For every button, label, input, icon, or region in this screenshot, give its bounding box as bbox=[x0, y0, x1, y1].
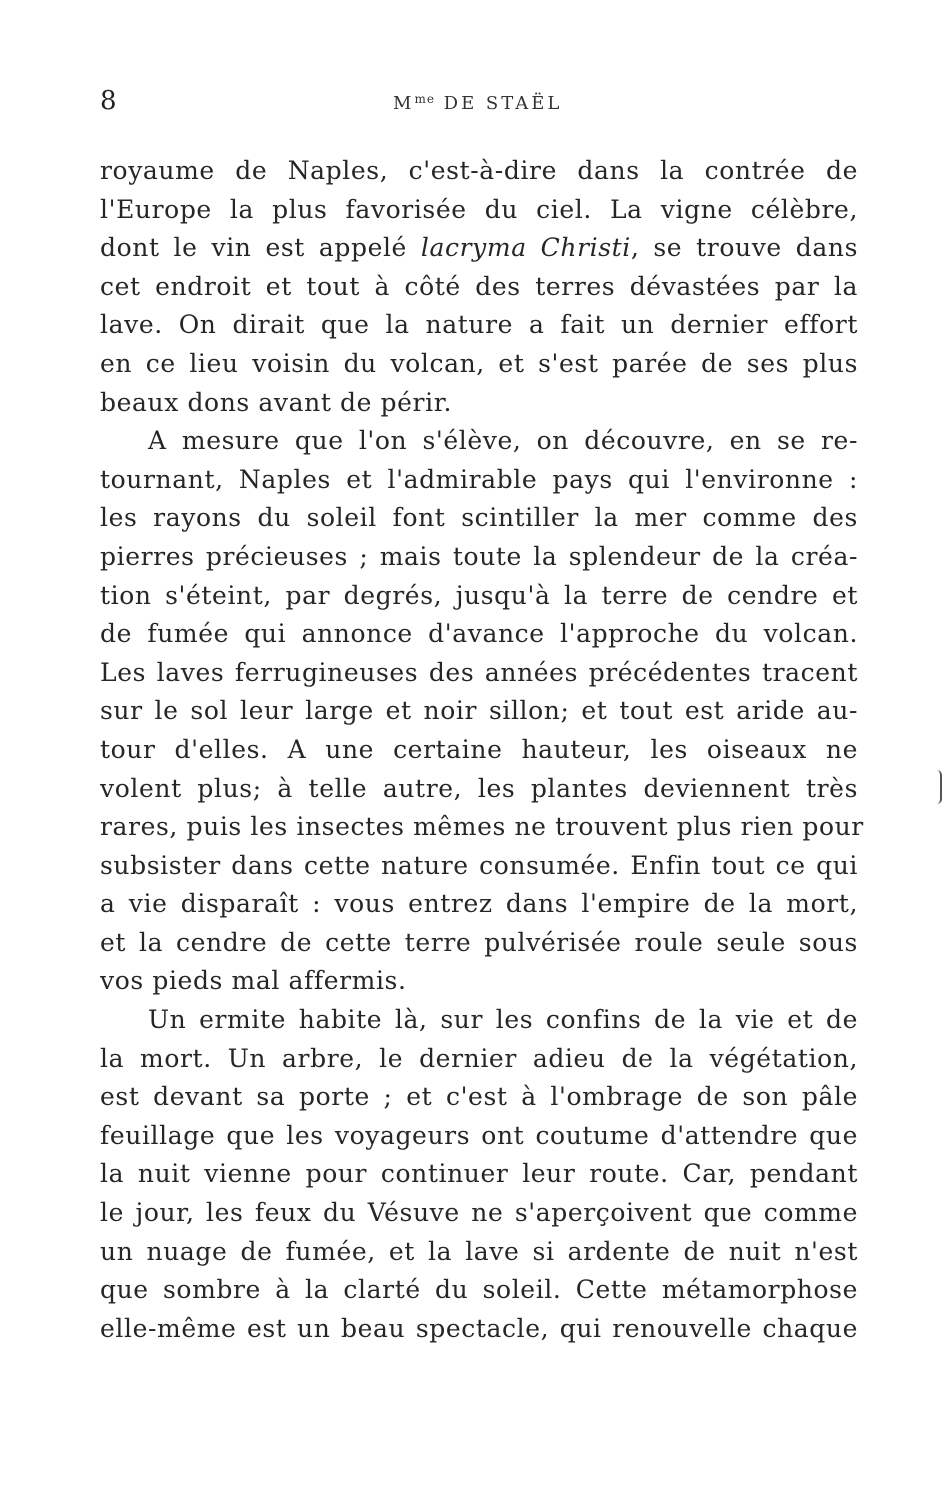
page-number: 8 bbox=[100, 86, 118, 116]
text-line: beaux dons avant de périr. bbox=[100, 387, 453, 417]
text-segment: dont le vin est appelé bbox=[100, 233, 421, 263]
text-line: Les laves ferrugineuses des années précédentes tracent bbox=[100, 657, 858, 687]
text-line: A mesure que l'on s'élève, on découvre, en se re- bbox=[148, 426, 858, 456]
paragraph-2 bbox=[100, 422, 864, 1001]
text-line: un nuage de fumée, et la lave si ardente de nuit n'est bbox=[100, 1236, 858, 1266]
running-head-name: DE STAËL bbox=[434, 93, 563, 114]
page-edge-mark bbox=[937, 770, 942, 804]
text-line: feuillage que les voyageurs ont coutume d'attendre que bbox=[100, 1120, 858, 1150]
text-line: vos pieds mal affermis. bbox=[100, 966, 407, 996]
text-line: volent plus; à telle autre, les plantes deviennent très bbox=[100, 773, 858, 803]
text-line: royaume de Naples, c'est-à-dire dans la contrée de bbox=[100, 156, 858, 185]
text-line: Un ermite habite là, sur les confins de la vie et de bbox=[148, 1005, 858, 1035]
page-header bbox=[100, 86, 860, 126]
paragraph-1 bbox=[100, 152, 858, 422]
text-line bbox=[100, 229, 858, 268]
text-line: sur le sol leur large et noir sillon; et tout est aride au- bbox=[100, 696, 858, 726]
paragraph-3 bbox=[100, 1001, 858, 1348]
body-text bbox=[100, 152, 864, 1348]
running-head bbox=[393, 92, 562, 114]
text-line: cet endroit et tout à côté des terres dévastées par la bbox=[100, 271, 858, 301]
text-line: les rayons du soleil font scintiller la mer comme des bbox=[100, 503, 858, 533]
text-line: la nuit vienne pour continuer leur route. Car, pendant bbox=[100, 1159, 858, 1189]
text-line: que sombre à la clarté du soleil. Cette métamorphose bbox=[100, 1275, 858, 1305]
text-line: elle-même est un beau spectacle, qui renouvelle chaque bbox=[100, 1313, 858, 1343]
text-line: tion s'éteint, par degrés, jusqu'à la terre de cendre et bbox=[100, 580, 858, 610]
text-line: subsister dans cette nature consumée. Enfin tout ce qui bbox=[100, 850, 858, 880]
text-line: tour d'elles. A une certaine hauteur, les oiseaux ne bbox=[100, 734, 858, 764]
text-line: en ce lieu voisin du volcan, et s'est parée de ses plus bbox=[100, 348, 858, 378]
running-head-superscript: me bbox=[414, 92, 435, 106]
text-line: a vie disparaît : vous entrez dans l'empire de la mort, bbox=[100, 889, 858, 919]
text-line: est devant sa porte ; et c'est à l'ombrage de son pâle bbox=[100, 1082, 858, 1112]
text-line: la mort. Un arbre, le dernier adieu de la végétation, bbox=[100, 1043, 858, 1073]
text-line: pierres précieuses ; mais toute la splendeur de la créa- bbox=[100, 541, 858, 571]
text-line: de fumée qui annonce d'avance l'approche du volcan. bbox=[100, 619, 858, 649]
text-line: et la cendre de cette terre pulvérisée roule seule sous bbox=[100, 927, 858, 957]
italic-term: lacryma Christi bbox=[420, 233, 631, 263]
text-line: l'Europe la plus favorisée du ciel. La vigne célèbre, bbox=[100, 194, 858, 224]
text-line: le jour, les feux du Vésuve ne s'aperçoivent que comme bbox=[100, 1198, 858, 1228]
running-head-prefix: M bbox=[393, 93, 415, 114]
text-line: tournant, Naples et l'admirable pays qui l'environne : bbox=[100, 464, 858, 494]
text-line: lave. On dirait que la nature a fait un dernier effort bbox=[100, 310, 858, 340]
text-segment: , se trouve dans bbox=[630, 233, 858, 263]
text-line: rares, puis les insectes mêmes ne trouvent plus rien pour bbox=[100, 812, 864, 842]
